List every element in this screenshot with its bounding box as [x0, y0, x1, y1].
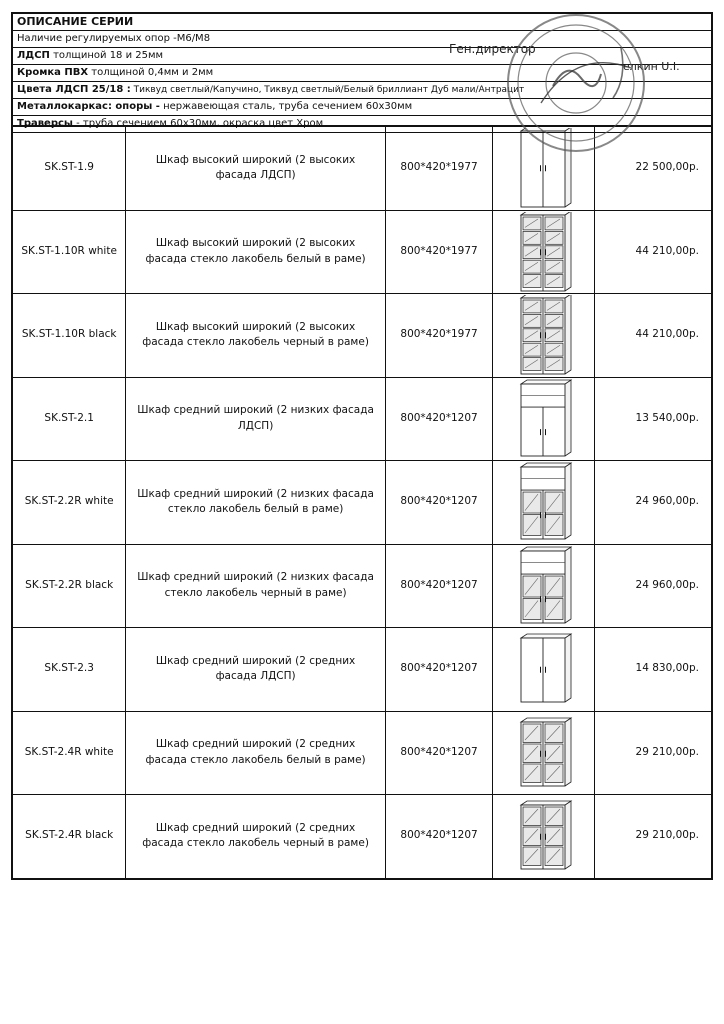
product-name: Шкаф высокий широкий (2 высоких фасада ЛДСП): [125, 127, 385, 210]
table-row: [13, 544, 711, 628]
product-price: 22 500,00р.: [594, 127, 711, 210]
price-sheet: [11, 12, 713, 880]
product-code: SK.ST-2.1: [44, 411, 94, 424]
product-code: SK.ST-2.2R black: [25, 578, 114, 591]
product-code: SK.ST-1.9: [44, 161, 94, 174]
product-size: 800*420*1207: [385, 461, 492, 544]
product-price: 24 960,00р.: [594, 545, 711, 628]
product-name: Шкаф средний широкий (2 низких фасада ЛДСП): [125, 378, 385, 461]
product-price: 24 960,00р.: [594, 461, 711, 544]
product-name: Шкаф средний широкий (2 низких фасада стекло лакобель белый в раме): [125, 461, 385, 544]
product-price: 13 540,00р.: [594, 378, 711, 461]
tall-cabinet-glass-doors-icon: [492, 294, 593, 377]
series-description-title: ОПИСАНИЕ СЕРИИ: [13, 14, 711, 31]
desc-line: Наличие регулируемых опор -М6/М8: [13, 31, 711, 48]
medium-cabinet-open-top-glass-icon: [492, 461, 593, 544]
product-name: Шкаф средний широкий (2 средних фасада стекло лакобель белый в раме): [125, 712, 385, 795]
table-row: [13, 711, 711, 795]
product-code: SK.ST-2.4R black: [25, 829, 114, 842]
desc-line: Траверсы - труба сечением 60х30мм, окраска цвет Хром: [13, 116, 711, 133]
product-name: Шкаф средний широкий (2 низких фасада стекло лакобель черный в раме): [125, 545, 385, 628]
medium-cabinet-glass-doors-icon: [492, 712, 593, 795]
tall-cabinet-glass-doors-icon: [492, 211, 593, 294]
product-name: Шкаф средний широкий (2 средних фасада ЛДСП): [125, 628, 385, 711]
table-row: [13, 460, 711, 544]
table-row: [13, 377, 711, 461]
series-description: [11, 12, 713, 129]
product-code: SK.ST-1.10R white: [21, 244, 117, 257]
product-name: Шкаф высокий широкий (2 высоких фасада стекло лакобель белый в раме): [125, 211, 385, 294]
desc-line: ЛДСП толщиной 18 и 25мм: [13, 48, 711, 65]
product-size: 800*420*1977: [385, 294, 492, 377]
medium-cabinet-open-top-solid-icon: [492, 378, 593, 461]
company-stamp-icon: [501, 8, 651, 158]
product-code: SK.ST-2.4R white: [24, 745, 114, 758]
medium-cabinet-open-top-glass-icon: [492, 545, 593, 628]
desc-line: Металлокаркас: опоры - нержавеющая сталь, труба сечением 60х30мм: [13, 99, 711, 116]
product-price: 29 210,00р.: [594, 712, 711, 795]
desc-line: Цвета ЛДСП 25/18 : Тиквуд светлый/Капучино, Тиквуд светлый/Белый бриллиант Дуб мали/Антрацит: [13, 82, 711, 99]
product-name: Шкаф средний широкий (2 средних фасада стекло лакобель черный в раме): [125, 795, 385, 878]
table-row: [13, 293, 711, 377]
table-row: [13, 794, 711, 878]
products-table: [11, 126, 713, 880]
medium-cabinet-glass-doors-icon: [492, 795, 593, 878]
product-size: 800*420*1207: [385, 378, 492, 461]
product-price: 14 830,00р.: [594, 628, 711, 711]
desc-line: Кромка ПВХ толщиной 0,4мм и 2мм: [13, 65, 711, 82]
product-code: SK.ST-1.10R black: [21, 328, 117, 341]
product-price: 44 210,00р.: [594, 211, 711, 294]
table-row: [13, 627, 711, 711]
product-price: 29 210,00р.: [594, 795, 711, 878]
product-size: 800*420*1207: [385, 712, 492, 795]
product-size: 800*420*1207: [385, 545, 492, 628]
signature-name: елкин U.I.: [623, 60, 680, 73]
product-size: 800*420*1977: [385, 127, 492, 210]
product-price: 44 210,00р.: [594, 294, 711, 377]
product-size: 800*420*1977: [385, 211, 492, 294]
table-row: [13, 210, 711, 294]
product-code: SK.ST-2.2R white: [24, 495, 114, 508]
product-size: 800*420*1207: [385, 795, 492, 878]
product-code: SK.ST-2.3: [44, 662, 94, 675]
medium-cabinet-solid-doors-icon: [492, 628, 593, 711]
product-size: 800*420*1207: [385, 628, 492, 711]
product-name: Шкаф высокий широкий (2 высоких фасада стекло лакобель черный в раме): [125, 294, 385, 377]
signature-title: Ген.директор: [449, 42, 536, 56]
